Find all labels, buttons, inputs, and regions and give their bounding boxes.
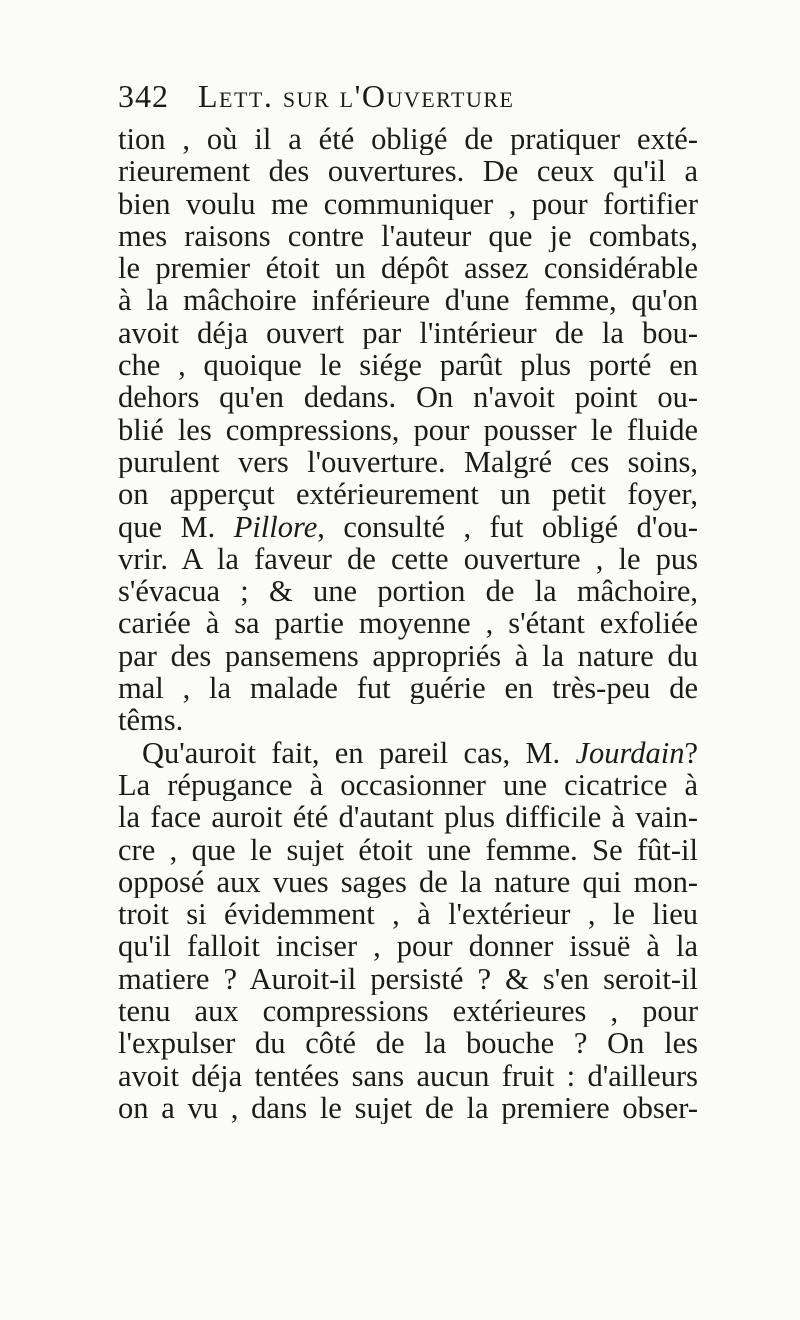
page-header bbox=[118, 78, 698, 122]
text-line: le premier étoit un dépôt assez considérable bbox=[118, 252, 698, 285]
text-line: tenu aux compressions extérieures , pour bbox=[118, 995, 698, 1028]
text-line: cre , que le sujet étoit une femme. Se fût-il bbox=[118, 833, 698, 866]
text-line: bien voulu me communiquer , pour fortifier bbox=[118, 187, 698, 220]
text-line: têms. bbox=[118, 704, 184, 737]
text-line: avoit déja ouvert par l'intérieur de la bou- bbox=[118, 316, 698, 350]
text-line: dehors qu'en dedans. On n'avoit point ou- bbox=[118, 381, 698, 414]
text-line: qu'il falloit inciser , pour donner issuë à la bbox=[118, 930, 698, 963]
text-line: purulent vers l'ouverture. Malgré ces soins, bbox=[118, 445, 698, 479]
text-line: La répugance à occasionner une cicatrice à bbox=[118, 768, 698, 802]
page-number: 342 bbox=[118, 78, 169, 114]
text-line: l'expulser du côté de la bouche ? On les bbox=[118, 1027, 698, 1060]
text-line: mes raisons contre l'auteur que je combats, bbox=[118, 219, 698, 253]
text-line: par des pansemens appropriés à la nature du bbox=[118, 639, 698, 673]
text-line: la face auroit été d'autant plus difficile à vain- bbox=[118, 801, 698, 834]
text-line: avoit déja tentées sans aucun fruit : d'ailleurs bbox=[118, 1059, 698, 1092]
text-line bbox=[118, 511, 698, 543]
text-line: opposé aux vues sages de la nature qui mon- bbox=[118, 865, 698, 899]
text-body bbox=[118, 123, 698, 1124]
text-line: cariée à sa partie moyenne , s'étant exfoliée bbox=[118, 607, 698, 640]
text-line: troit si évidemment , à l'extérieur , le lieu bbox=[118, 898, 698, 931]
text-line: on apperçut extérieurement un petit foyer, bbox=[118, 478, 698, 511]
text-line: che , quoique le siége parût plus porté en bbox=[118, 349, 698, 382]
text-line: blié les compressions, pour pousser le fluide bbox=[118, 413, 698, 446]
text-line: on a vu , dans le sujet de la premiere obser- bbox=[118, 1091, 698, 1125]
text-line: s'évacua ; & une portion de la mâchoire, bbox=[118, 575, 698, 608]
text-line: vrir. A la faveur de cette ouverture , le pus bbox=[118, 542, 698, 576]
text-line: rieurement des ouvertures. De ceux qu'il a bbox=[118, 155, 698, 188]
person-name-jourdain: Jourdain bbox=[575, 736, 685, 769]
text-line: tion , où il a été obligé de pratiquer exté- bbox=[118, 123, 698, 156]
text-segment: que M. bbox=[118, 510, 234, 543]
text-line bbox=[118, 737, 698, 769]
text-line: matiere ? Auroit-il persisté ? & s'en seroit-il bbox=[118, 962, 698, 996]
text-segment: , consulté , fut obligé d'ou- bbox=[317, 510, 698, 543]
text-line: à la mâchoire inférieure d'une femme, qu'on bbox=[118, 284, 698, 317]
person-name-pillore: Pillore bbox=[233, 510, 318, 543]
text-line: mal , la malade fut guérie en très-peu de bbox=[118, 672, 698, 705]
text-segment: ? bbox=[684, 736, 698, 769]
running-title: Lett. sur l'Ouverture bbox=[198, 78, 515, 114]
text-segment: Qu'auroit fait, en pareil cas, M. bbox=[142, 736, 576, 769]
